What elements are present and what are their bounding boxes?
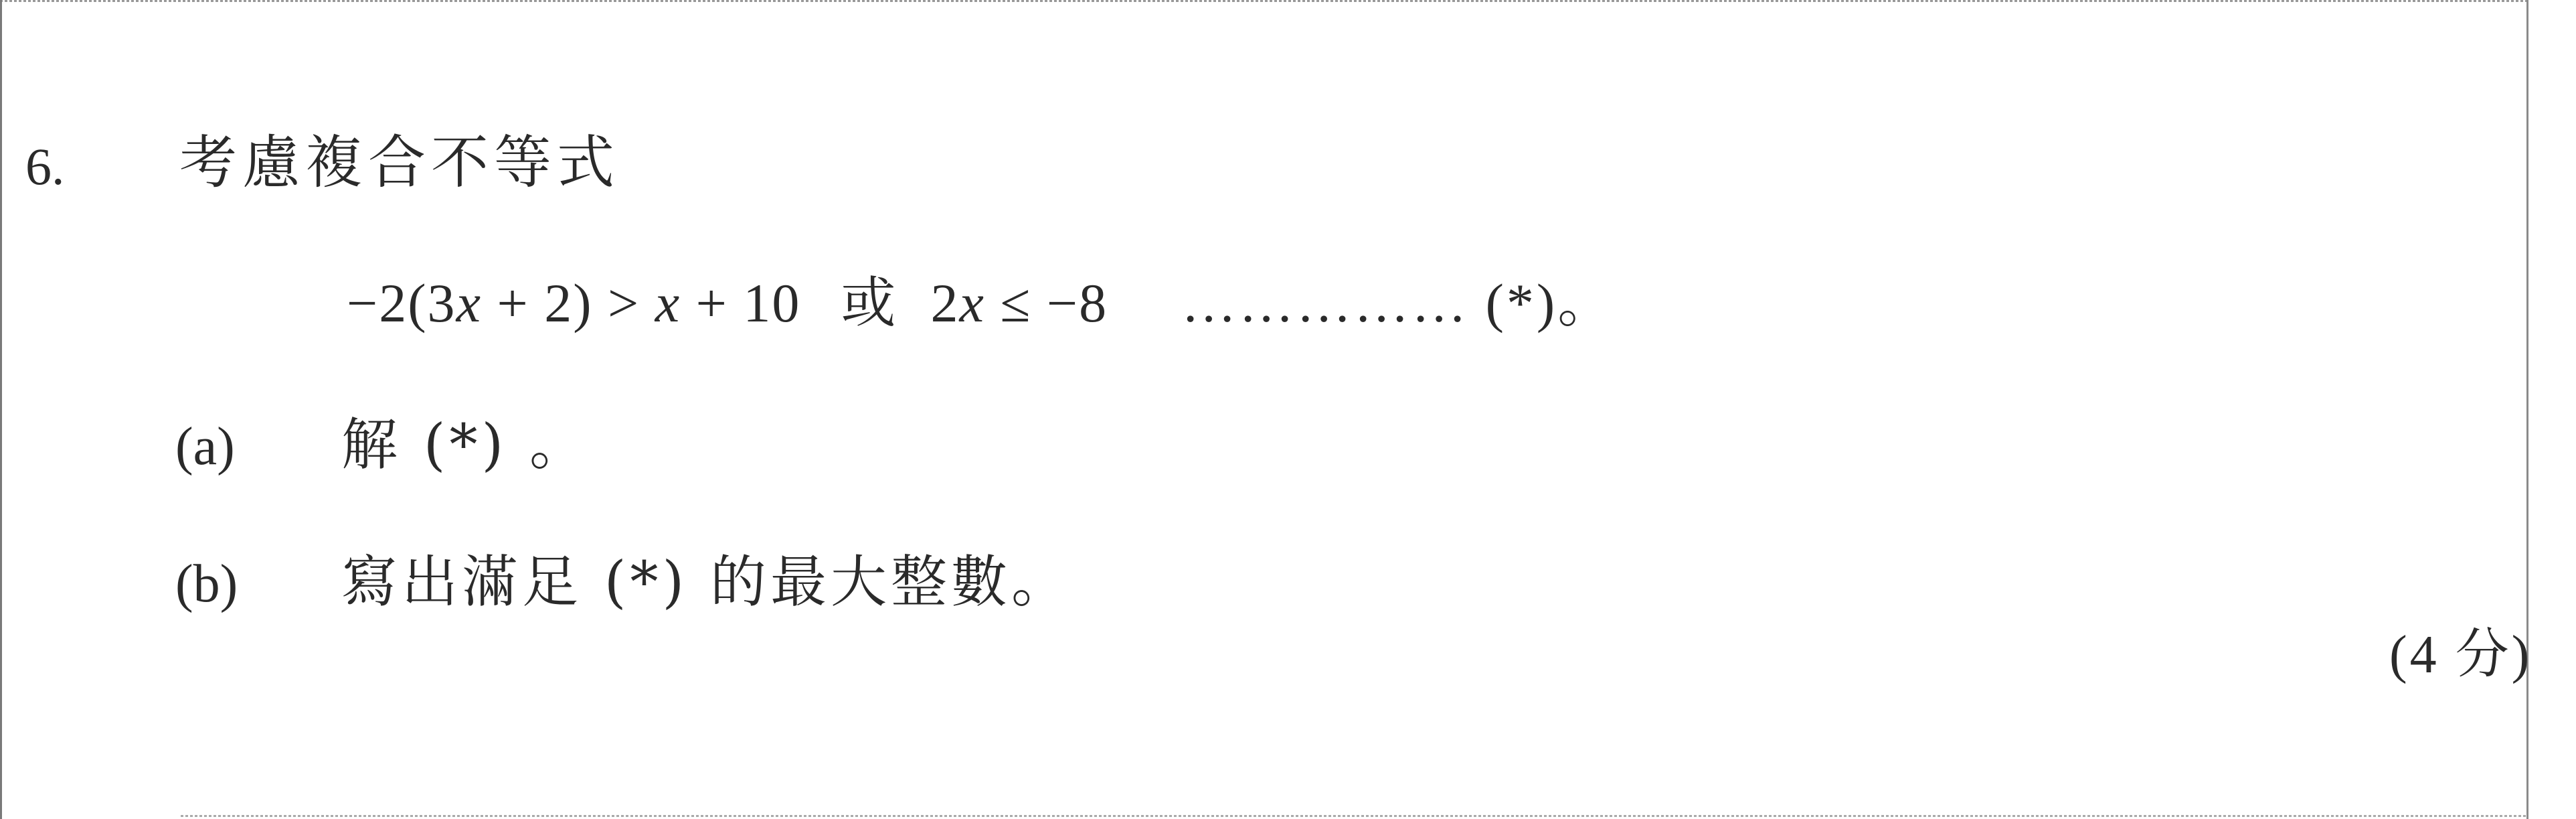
part-a-label: (a): [175, 417, 235, 476]
formula-part: + 2) >: [481, 273, 655, 333]
formula-part: + 10: [681, 273, 801, 333]
frame-left-border: [0, 0, 2, 819]
question-number: 6.: [25, 137, 65, 196]
formula-connector: 或: [841, 271, 897, 335]
formula-variable: x: [655, 273, 681, 333]
compound-inequality: [347, 271, 1616, 335]
frame-top-border: [0, 0, 2530, 2]
frame-bottom-border: [181, 815, 2526, 817]
marks-allocation: (4 分): [2389, 625, 2532, 684]
formula-part: ≤ −8: [984, 273, 1108, 333]
formula-variable: x: [456, 273, 482, 333]
question-stem: 考慮複合不等式: [179, 129, 620, 196]
formula-part: −2(3: [347, 273, 456, 333]
part-b-label: (b): [175, 554, 238, 613]
formula-part: 2: [930, 273, 960, 333]
formula-reference-dots: …………… (*)。: [1181, 273, 1616, 333]
formula-variable: x: [959, 273, 985, 333]
part-b-text: 寫出滿足 (*) 的最大整數。: [341, 549, 1071, 615]
part-a-text: 解 (*) 。: [341, 412, 590, 477]
frame-right-border: [2526, 0, 2528, 819]
